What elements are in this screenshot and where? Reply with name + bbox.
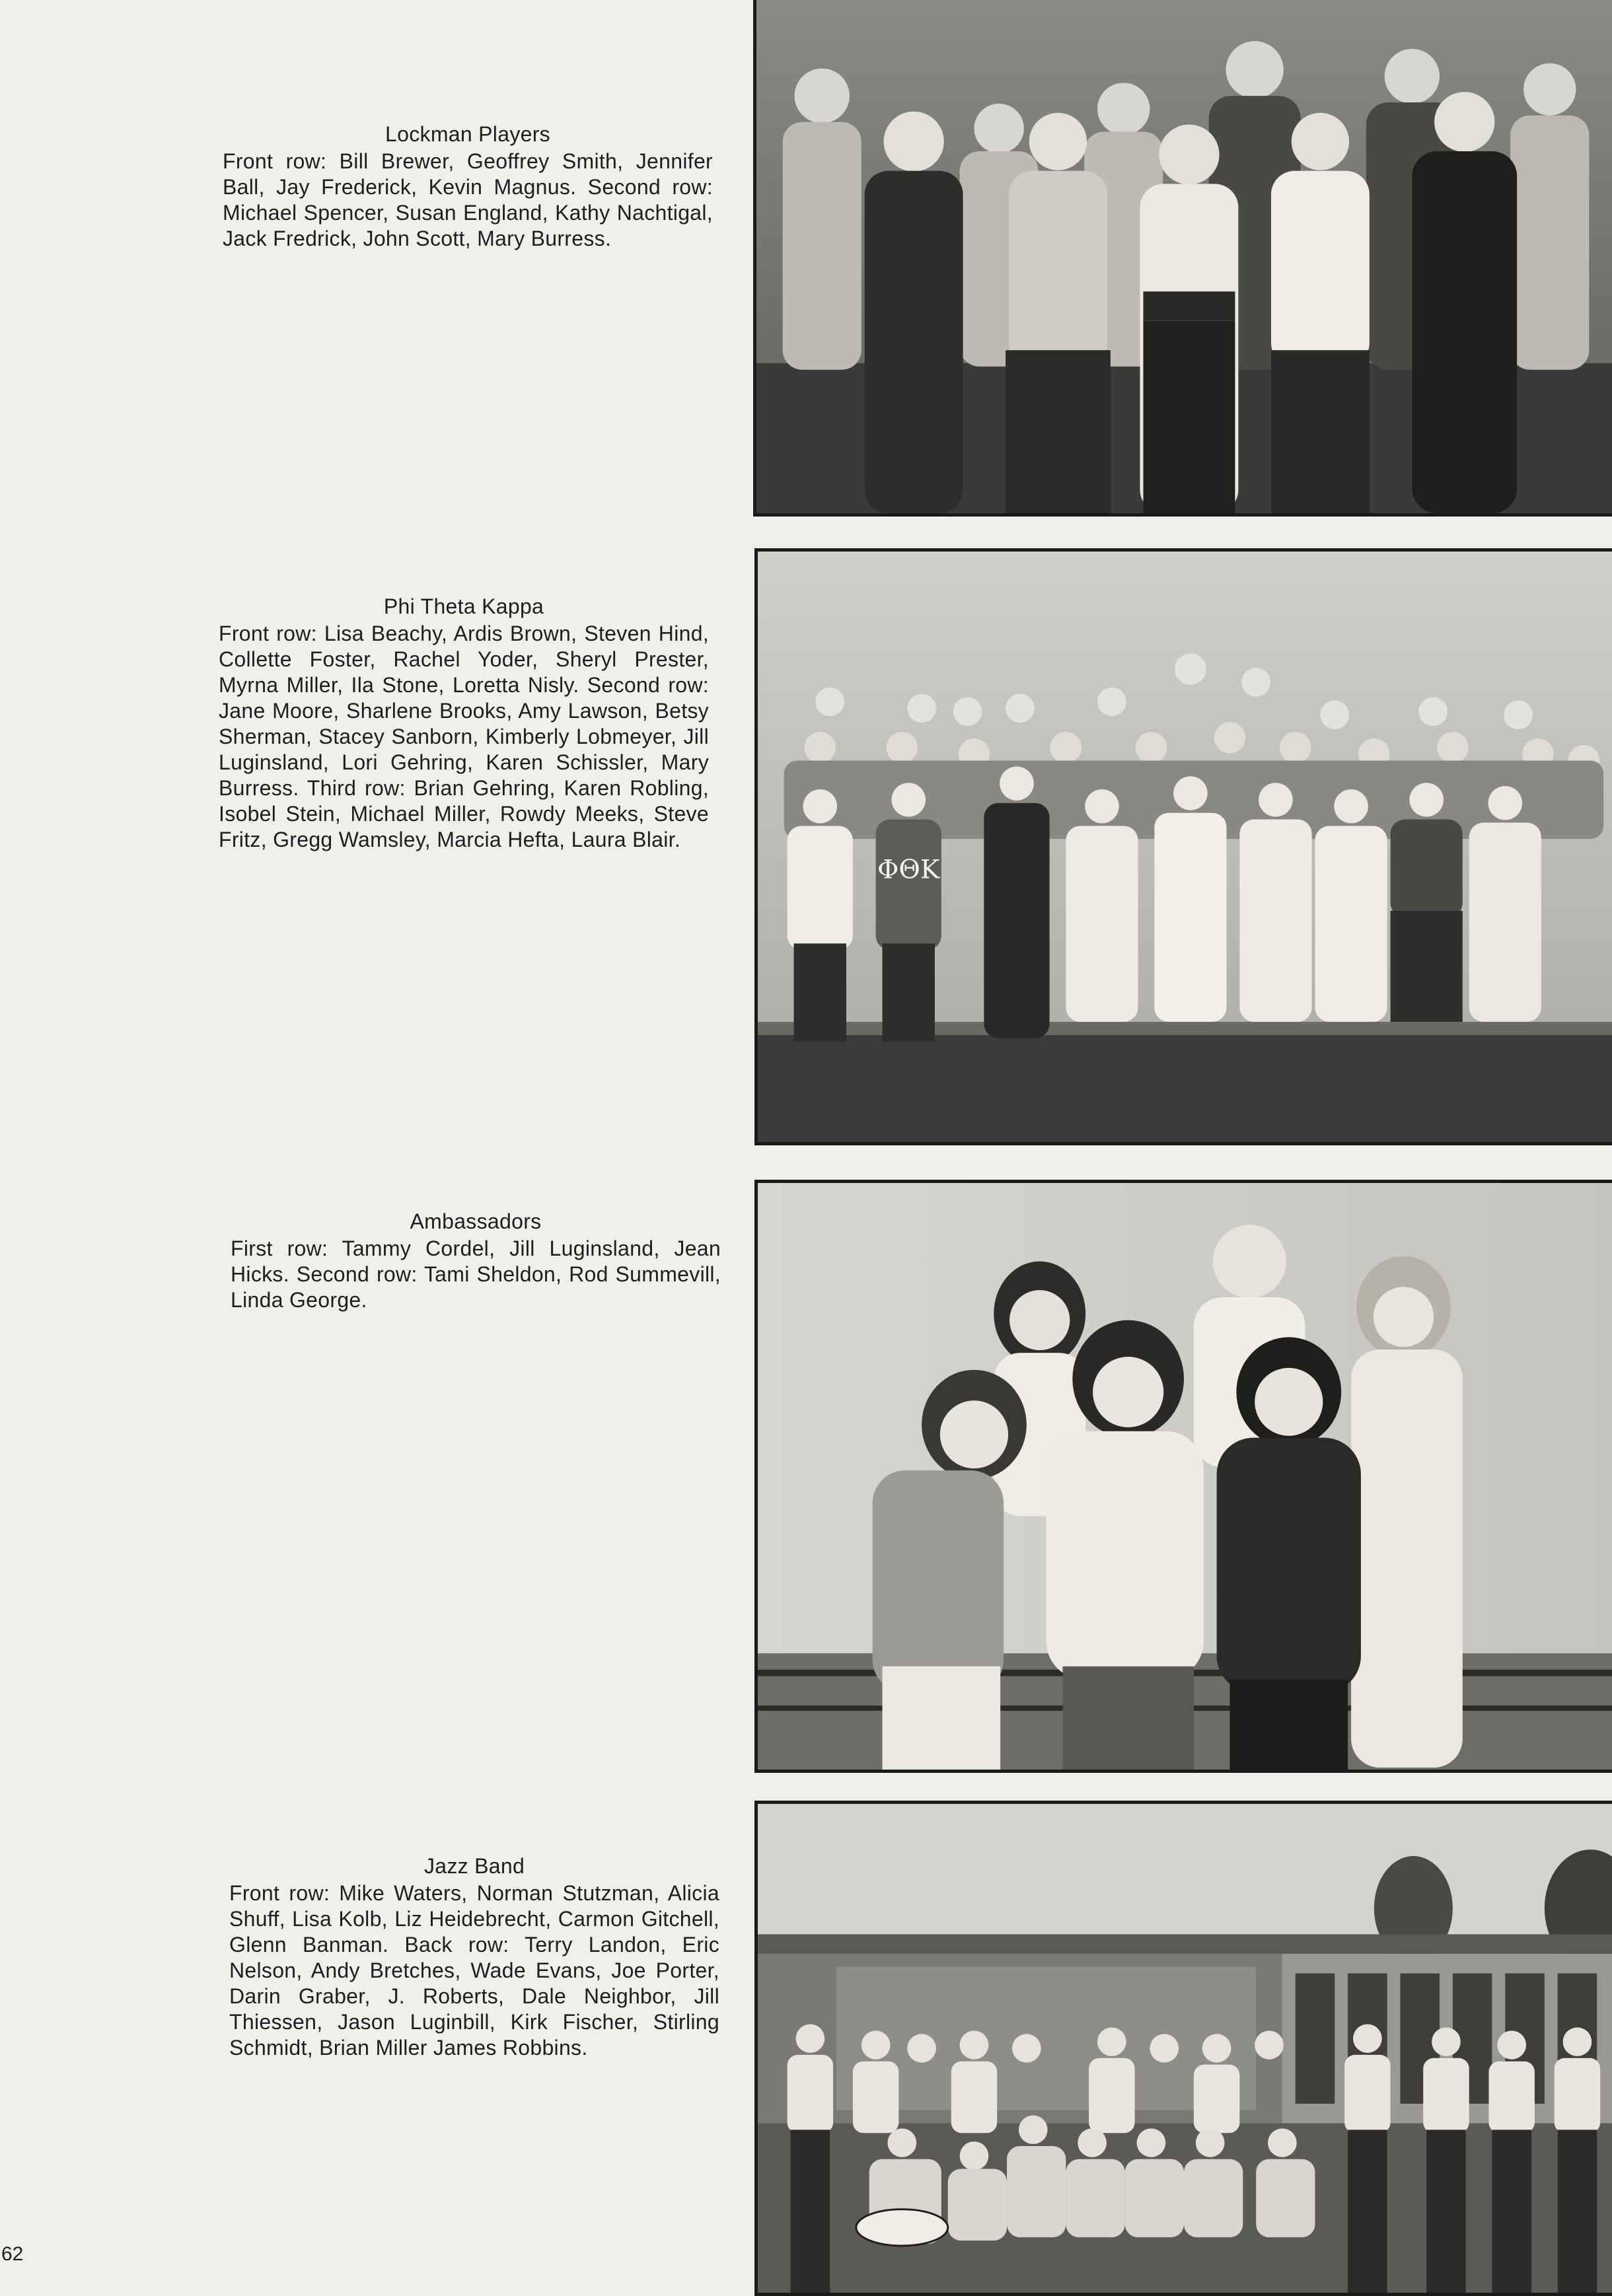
photo-lockman-players	[753, 0, 1612, 517]
caption-text: Front row: Lisa Beachy, Ardis Brown, Steven Hind, Collette Foster, Rachel Yoder, Sheryl Prester, Myrna Miller, Ila Stone, Loretta Nisly. Second row: Jane Moore, Sharlene Brooks, Amy Lawson, Betsy Sherman, Stacey Sanborn, Kimberly Lobmeyer, Jill Luginsland, Lori Gehring, Karen Schissler, Mary Burress. Third row: Brian Gehring, Karen Robling, Isobel Stein, Michael Miller, Rowdy Meeks, Steve Fritz, Gregg Wamsley, Marcia Hefta, Laura Blair.	[219, 622, 709, 851]
group-photo	[758, 552, 1612, 1142]
caption-text: Front row: Bill Brewer, Geoffrey Smith, Jennifer Ball, Jay Frederick, Kevin Magnus. Second row: Michael Spencer, Susan England, Kathy Nachtigal, Jack Fredrick, John Scott, Mary Burress.	[223, 149, 713, 250]
caption-text: Front row: Mike Waters, Norman Stutzman, Alicia Shuff, Lisa Kolb, Liz Heidebrecht, Carmon Gitchell, Glenn Banman. Back row: Terry Landon, Eric Nelson, Andy Bretches, Wade Evans, Joe Porter, Darin Graber, J. Roberts, Dale Neighbor, Jill Thiessen, Jason Luginbill, Kirk Fischer, Stirling Schmidt, Brian Miller James Robbins.	[229, 1881, 719, 2060]
caption-jazz-band	[229, 1853, 719, 2061]
caption-lockman-players	[223, 122, 713, 252]
caption-text: First row: Tammy Cordel, Jill Luginsland, Jean Hicks. Second row: Tami Sheldon, Rod Summevill, Linda George.	[231, 1237, 721, 1312]
page-number: 62	[1, 2243, 24, 2265]
section-title: Lockman Players	[385, 122, 550, 146]
photo-phi-theta-kappa	[754, 548, 1612, 1145]
section-title: Ambassadors	[410, 1209, 542, 1233]
caption-ambassadors	[231, 1209, 721, 1313]
sweatshirt-letters: ΦΘΚ	[877, 854, 940, 885]
photo-ambassadors	[754, 1180, 1612, 1773]
section-title: Phi Theta Kappa	[383, 594, 544, 618]
caption-phi-theta-kappa	[219, 594, 709, 853]
photo-jazz-band	[754, 1801, 1612, 2296]
group-photo	[758, 1183, 1612, 1770]
group-photo	[758, 1804, 1612, 2293]
section-title: Jazz Band	[423, 1854, 525, 1878]
group-photo	[756, 0, 1612, 513]
